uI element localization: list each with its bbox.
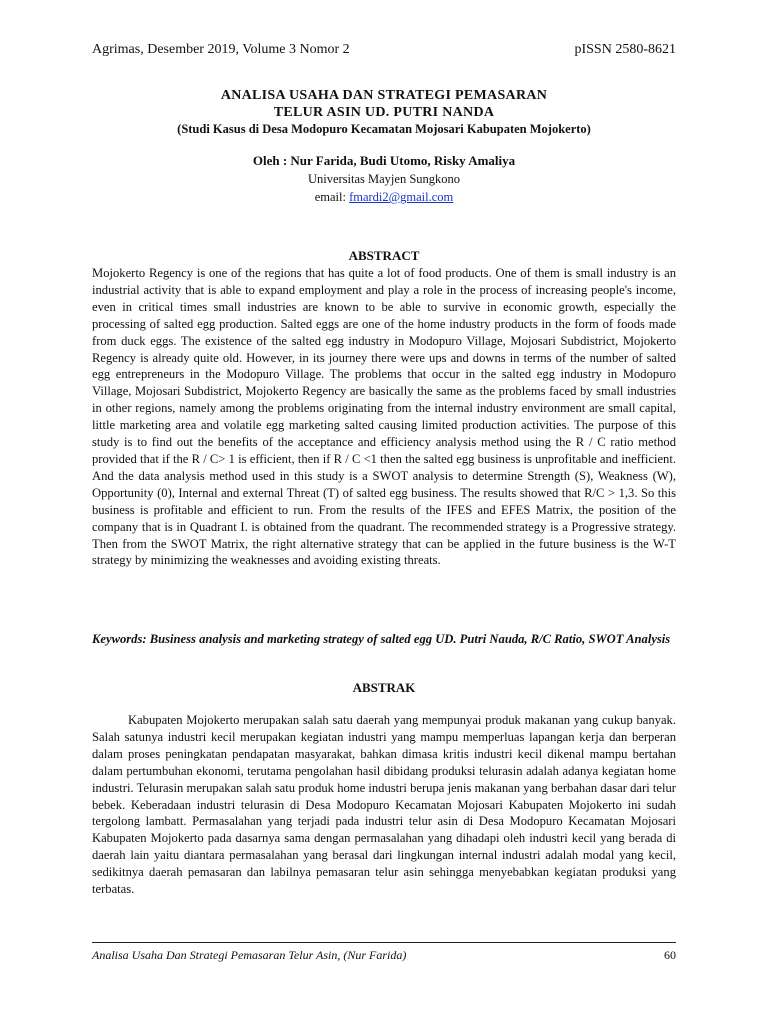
abstrak-heading: ABSTRAK <box>352 680 416 695</box>
email-link[interactable]: fmardi2@gmail.com <box>349 190 454 204</box>
title-block <box>92 87 676 206</box>
affiliation: Universitas Mayjen Sungkono <box>307 172 461 186</box>
running-title: Analisa Usaha Dan Strategi Pemasaran Telur Asin, (Nur Farida) <box>92 948 407 962</box>
keywords: Keywords: Business analysis and marketing strategy of salted egg UD. Putri Nauda, R/C Ratio, SWOT Analysis <box>92 632 671 646</box>
paper-title-line-1: ANALISA USAHA DAN STRATEGI PEMASARAN <box>220 88 548 103</box>
abstract-body: Mojokerto Regency is one of the regions that has quite a lot of food products. One of them is small industry is an industrial activity that is able to expand employment and play a role in the process of increasing people's income, even in critical times small industries are known to be able to survive in economic growth, especially the processing of salted egg production. Salted eggs are one of the home industry products in the form of foods made from duck eggs. The existence of the salted egg industry in Modopuro Village, Mojosari Subdistrict, Mojokerto Regency is already quite old. However, in its journey there were ups and downs in terms of the number of salted egg entrepreneurs in the Modopuro Village. The problems that occur in the salted egg industry in Modopuro Village, Mojosari Subdistrict, Mojokerto Regency are basically the same as the problems faced by small industries in other regions, namely among the problems originating from the internal industry environment are small capital, little marketing area and volatile egg marketing salted causing limited production activities. The purpose of this study is to find out the benefits of the acceptance and efficiency analysis method using the R / C ratio method provided that if the R / C> 1 is efficient, then if R / C <1 then the salted egg business is unprofitable and inefficient. And the data analysis method used in this study is a SWOT analysis to determine Strength (S), Weakness (W), Opportunity (0), Internal and external Threat (T) of salted egg business. The results showed that R/C > 1,3. So this business is profitable and efficient to run. From the results of the IFES and EFES Matrix, the position of the company that is in Quadrant I. is obtained from the quadrant. The recommended strategy is a Progressive strategy. Then from the SWOT Matrix, the right alternative strategy that can be applied in the future business is the W-T strategy by minimizing the weaknesses and avoiding existing threats. <box>92 266 676 568</box>
journal-citation: Agrimas, Desember 2019, Volume 3 Nomor 2 <box>92 42 350 57</box>
issn: pISSN 2580-8621 <box>574 42 676 57</box>
paper-title-line-2: TELUR ASIN UD. PUTRI NANDA <box>273 105 495 120</box>
page-header <box>92 42 676 62</box>
page-footer <box>92 948 676 964</box>
email-label: email: <box>314 190 350 204</box>
paper-subtitle: (Studi Kasus di Desa Modopuro Kecamatan Mojosari Kabupaten Mojokerto) <box>177 122 591 136</box>
abstrak-body: Kabupaten Mojokerto merupakan salah satu daerah yang mempunyai produk makanan yang cukup banyak. Salah satunya industri kecil merupakan kegiatan industri yang mampu memperluas lapangan kerja dan berperan dalam proses peningkatan pendapatan masyarakat, bahkan dimasa kritis industri kecil dikenal mampu bertahan dalam pertumbuhan ekonomi, terutama pengolahan hasil dibidang produksi telurasin adalah adanya kegiatan home industri. Telurasin merupakan salah satu produk home industri berupa jenis makanan yang berbahan dasar dari telur bebek. Keberadaan industri telurasin di Desa Modopuro Kecamatan Mojosari Kabupaten Mojokerto ini sudah tergolong lambatt. Permasalahan yang terjadi pada industri telur asin di Desa Modopuro Kecamatan Mojosari Kabupaten Mojokerto pada dasarnya sama dengan permasalahan yang dihadapi oleh industri kecil yang berada di daerah lain yaitu diantara permasalahan yang berasal dari lingkungan internal industri adalah modal yang kecil, sedikitnya daerah pemasaran dan labilnya pemasaran telur asin sehingga menyebabkan kegiatan produksi yang terbatas. <box>92 713 676 897</box>
abstract-heading: ABSTRACT <box>348 248 420 263</box>
email-line <box>92 188 676 206</box>
footer-divider <box>92 942 676 943</box>
page-number: 60 <box>664 948 676 962</box>
author-list: Oleh : Nur Farida, Budi Utomo, Risky Amaliya <box>252 153 516 168</box>
